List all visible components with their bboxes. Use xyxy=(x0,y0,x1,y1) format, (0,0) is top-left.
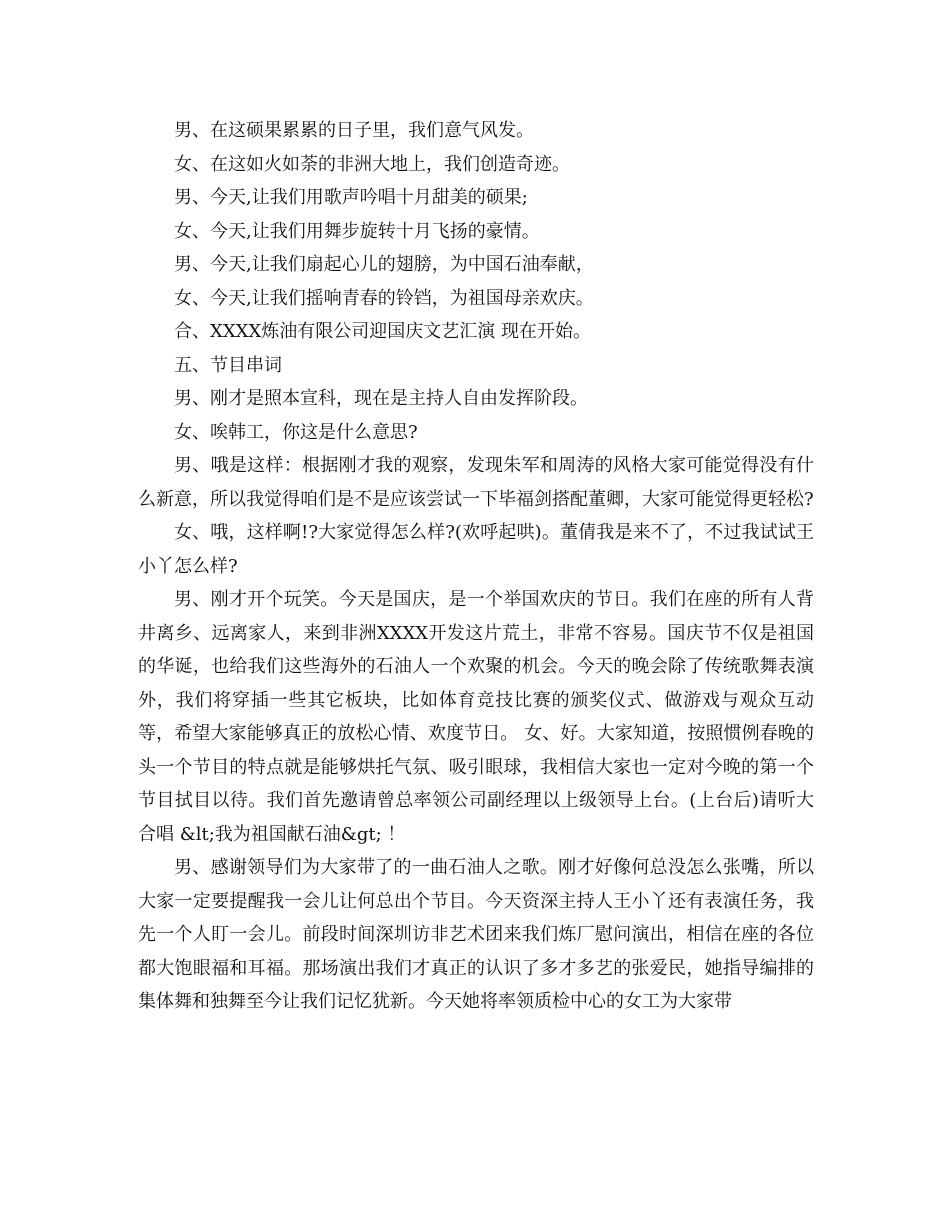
paragraph: 男、感谢领导们为大家带了的一曲石油人之歌。刚才好像何总没怎么张嘴，所以大家一定要提醒我一会儿让何总出个节目。今天资深主持人王小丫还有表演任务，我先一个人盯一会儿。前段时间深圳访非艺术团来我们炼厂慰问演出，相信在座的各位都大饱眼福和耳福。那场演出我们才真正的认识了多才多艺的张爱民，她指导编排的集体舞和独舞至今让我们记忆犹新。今天她将率领质检中心的女工为大家带 xyxy=(138,857,814,1012)
paragraph: 合、XXXX炼油有限公司迎国庆文艺汇演 现在开始。 xyxy=(174,321,591,342)
paragraph: 女、哦，这样啊!?大家觉得怎么样?(欢呼起哄)。董倩我是来不了，不过我试试王小丫怎么样? xyxy=(138,522,814,577)
paragraph: 女、今天,让我们用舞步旋转十月飞扬的豪情。 xyxy=(174,220,540,242)
document-body xyxy=(138,114,814,1019)
section-heading: 五、节目串词 xyxy=(174,354,282,376)
paragraph: 男、刚才开个玩笑。今天是国庆，是一个举国欢庆的节日。我们在座的所有人背井离乡、远离家人，来到非洲XXXX开发这片荒土，非常不容易。国庆节不仅是祖国的华诞，也给我们这些海外的石油人一个欢聚的机会。今天的晚会除了传统歌舞表演外，我们将穿插一些其它板块，比如体育竞技比赛的颁奖仪式、做游戏与观众互动等，希望大家能够真正的放松心情、欢度节日。 女、好。大家知道，按照惯例春晚的头一个节目的特点就是能够烘托气氛、吸引眼球，我相信大家也一定对今晚的第一个节目拭目以待。我们首先邀请曾总率领公司副经理以上级领导上台。(上台后)请听大合唱 &lt;我为祖国献石油&gt; ！ xyxy=(138,589,814,845)
paragraph: 男、哦是这样：根据刚才我的观察，发现朱军和周涛的风格大家可能觉得没有什么新意，所以我觉得咱们是不是应该尝试一下毕福剑搭配董卿，大家可能觉得更轻松? xyxy=(138,455,814,510)
paragraph: 男、今天,让我们扇起心儿的翅膀，为中国石油奉献， xyxy=(174,254,594,275)
paragraph: 女、在这如火如荼的非洲大地上，我们创造奇迹。 xyxy=(174,153,570,175)
paragraph: 女、唉韩工，你这是什么意思? xyxy=(174,421,418,443)
paragraph: 男、今天,让我们用歌声吟唱十月甜美的硕果; xyxy=(174,187,528,208)
paragraph: 男、在这硕果累累的日子里，我们意气风发。 xyxy=(174,120,534,141)
paragraph: 女、今天,让我们摇响青春的铃铛，为祖国母亲欢庆。 xyxy=(174,287,594,309)
paragraph: 男、刚才是照本宣科，现在是主持人自由发挥阶段。 xyxy=(174,388,588,409)
